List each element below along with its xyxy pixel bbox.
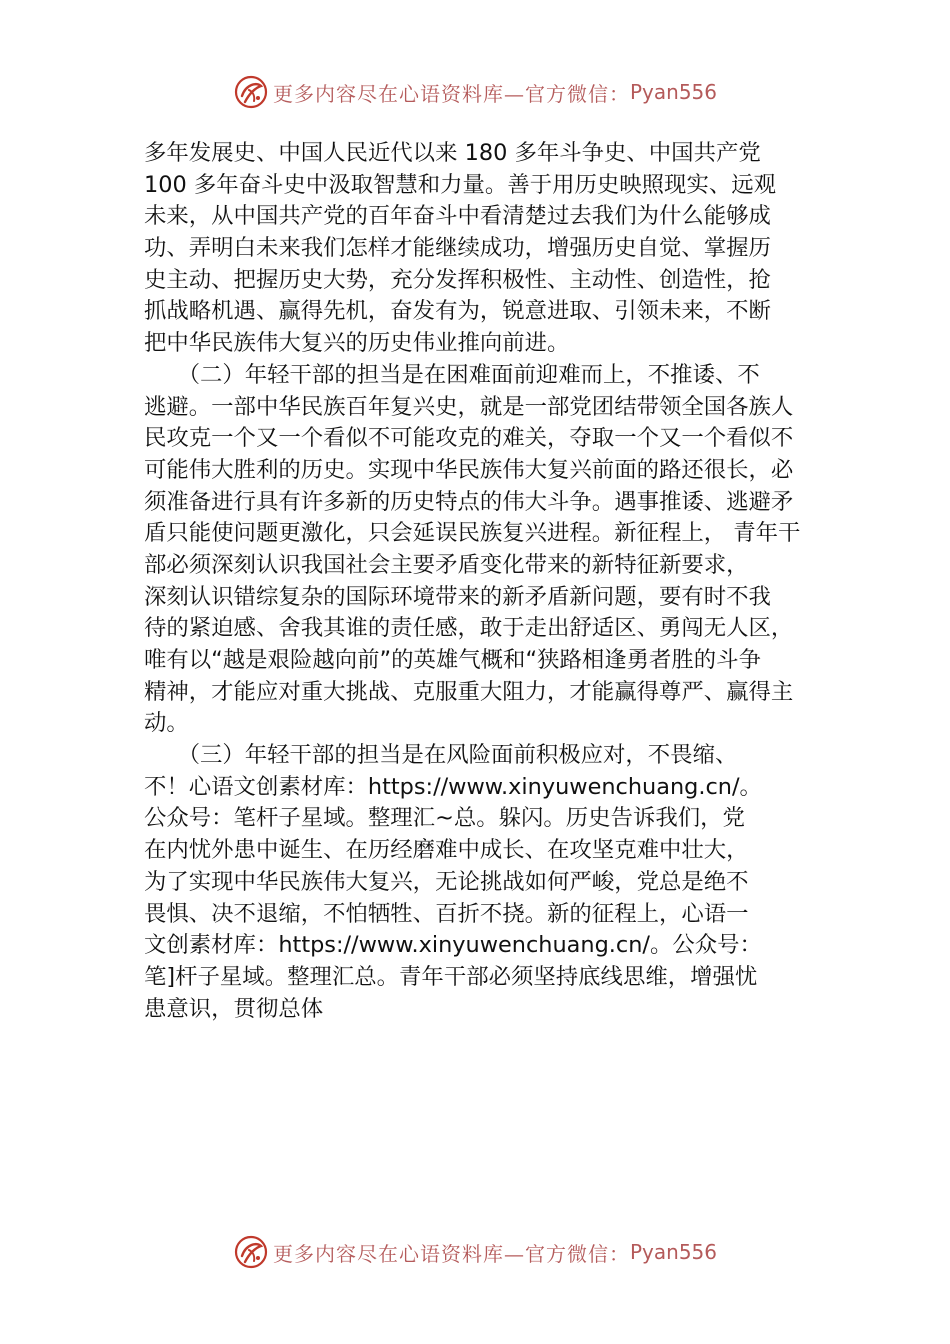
body-line: 公众号：笔杆子星域。整理汇~总。躲闪。历史告诉我们，党 <box>144 805 745 832</box>
body-line: 不！心语文创素材库：https://www.xinyuwenchuang.cn/。 <box>144 773 762 800</box>
body-line: 功、弄明白未来我们怎样才能继续成功，增强历史自觉、掌握历 <box>144 235 771 262</box>
header-watermark-text: 更多内容尽在心语资料库—官方微信： <box>272 81 630 106</box>
body-line: 待的紧迫感、舍我其谁的责任感，敢于走出舒适区、勇闯无人区， <box>144 615 794 642</box>
body-line: 史主动、把握历史大势，充分发挥积极性、主动性、创造性，抢 <box>144 266 771 293</box>
body-line: 把中华民族伟大复兴的历史伟业推向前进。 <box>144 330 570 357</box>
body-line: 为了实现中华民族伟大复兴，无论挑战如何严峻，党总是绝不 <box>144 868 749 895</box>
body-line: 民攻克一个又一个看似不可能攻克的难关，夺取一个又一个看似不 <box>144 425 794 452</box>
body-line: 文创素材库：https://www.xinyuwenchuang.cn/。公众号： <box>144 932 762 959</box>
brand-logo-icon <box>233 1234 269 1270</box>
body-line: 在内忧外患中诞生、在历经磨难中成长、在攻坚克难中壮大， <box>144 837 749 864</box>
brand-logo-icon <box>233 74 269 110</box>
body-line: 可能伟大胜利的历史。实现中华民族伟大复兴前面的路还很长，必 <box>144 456 794 483</box>
body-line: （二）年轻干部的担当是在困难面前迎难而上，不推诿、不 <box>144 361 760 388</box>
footer-watermark-text: 更多内容尽在心语资料库—官方微信： <box>272 1241 630 1266</box>
body-line: 未来，从中国共产党的百年奋斗中看清楚过去我们为什么能够成 <box>144 203 771 230</box>
body-line: （三）年轻干部的担当是在风险面前积极应对，不畏缩、 <box>144 742 738 769</box>
body-line: 患意识，贯彻总体 <box>144 995 324 1022</box>
header-watermark <box>0 72 950 112</box>
body-line: 盾只能使问题更激化，只会延误民族复兴进程。新征程上， 青年干 <box>144 520 801 547</box>
body-line: 部必须深刻认识我国社会主要矛盾变化带来的新特征新要求， <box>144 551 749 578</box>
footer-watermark <box>0 1232 950 1272</box>
body-line: 100 多年奋斗史中汲取智慧和力量。善于用历史映照现实、远观 <box>144 171 777 198</box>
document-body <box>144 138 820 1025</box>
body-line: 多年发展史、中国人民近代以来 180 多年斗争史、中国共产党 <box>144 140 761 166</box>
body-line: 逃避。一部中华民族百年复兴史，就是一部党团结带领全国各族人 <box>144 393 794 420</box>
footer-watermark-id: Pyan556 <box>629 1240 717 1264</box>
body-line: 唯有以“越是艰险越向前”的英雄气概和“狭路相逢勇者胜的斗争 <box>144 647 761 673</box>
body-line: 笔]杆子星域。整理汇总。青年干部必须坚持底线思维，增强忧 <box>144 963 758 990</box>
body-line: 须准备进行具有许多新的历史特点的伟大斗争。遇事推诿、逃避矛 <box>144 488 794 515</box>
body-line: 动。 <box>144 710 189 737</box>
body-line: 深刻认识错综复杂的国际环境带来的新矛盾新问题，要有时不我 <box>144 583 771 610</box>
body-line: 抓战略机遇、赢得先机，奋发有为，锐意进取、引领未来，不断 <box>144 298 771 325</box>
body-line: 畏惧、决不退缩，不怕牺牲、百折不挠。新的征程上，心语一 <box>144 900 749 927</box>
header-watermark-id: Pyan556 <box>629 80 717 104</box>
body-line: 精神，才能应对重大挑战、克服重大阻力，才能赢得尊严、赢得主 <box>144 678 794 705</box>
